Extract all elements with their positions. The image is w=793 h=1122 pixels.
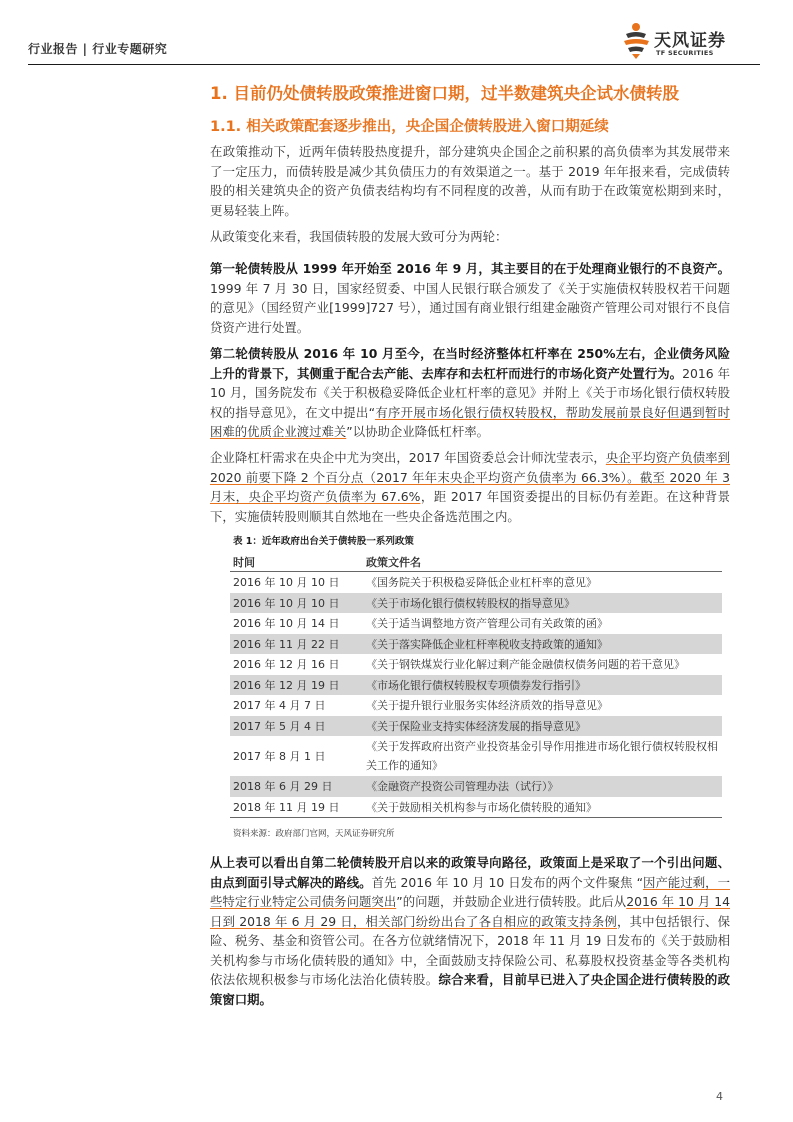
table-row: [230, 736, 722, 776]
deleveraging-a: 企业降杠杆需求在央企中尤为突出，2017 年国资委总会计师沈莹表示，: [210, 450, 606, 465]
first-round-detail: 1999 年 7 月 30 日，国家经贸委、中国人民银行联合颁发了《关于实施债权转股权若干问题的意见》（国经贸产业[1999]727 号），通过国有商业银行组建金融资产管理公司对银行不良信贷资产进行处置。: [210, 280, 730, 335]
row-policy: 《市场化银行债权转股权专项债券发行指引》: [363, 675, 722, 696]
section-heading: 1. 目前仍处债转股政策推进窗口期，过半数建筑央企试水债转股: [210, 84, 679, 103]
conclusion-c: ，其中包括银行、保险、税务、基金和资管公司。在各方位就绪情况下，2018 年 11 月 19 日发布的《关于鼓励相关机构参与市场化债转股的通知》中，全面鼓励支持保险公司、私募股权投资基金等各类机构依法依规积极参与市场化法治化债转股。: [210, 913, 730, 987]
deleveraging-b: ，距 2017 年国资委提出的目标仍有差距。在这种背景下，实施债转股则顺其自然地在一些央企备选范围之内。: [210, 489, 730, 524]
table-row: [230, 675, 722, 696]
table-row: [230, 716, 722, 737]
table-row: [230, 572, 722, 593]
table-row: [230, 613, 722, 634]
second-round-detail-a: 2016 年 10 月，国务院发布《关于积极稳妥降低企业杠杆率的意见》并附上《关于市场化银行债权转股权的指导意见》，在文中提出“: [210, 365, 730, 420]
row-policy: 《关于保险业支持实体经济发展的指导意见》: [363, 716, 722, 737]
row-date: 2018 年 6 月 29 日: [230, 776, 363, 797]
row-date: 2016 年 10 月 10 日: [233, 576, 340, 590]
row-date: 2016 年 10 月 14 日: [233, 617, 340, 631]
row-policy: 《关于市场化银行债权转股权的指导意见》: [363, 593, 722, 614]
row-date: 2016 年 11 月 22 日: [230, 634, 363, 655]
table-row: [230, 776, 722, 797]
table-row: [230, 634, 722, 655]
row-policy: 《关于发挥政府出资产业投资基金引导作用推进市场化银行债权转股权相关工作的通知》: [366, 740, 718, 772]
row-date: 2016 年 10 月 10 日: [230, 593, 363, 614]
table-header-policy: 政策文件名: [363, 552, 722, 572]
row-policy: 《金融资产投资公司管理办法（试行）》: [363, 776, 722, 797]
row-policy: 《关于钢铁煤炭行业化解过剩产能金融债权债务问题的若干意见》: [366, 658, 685, 672]
conclusion-summary: 综合来看，目前早已进入了央企国企进行债转股的政策窗口期。: [210, 972, 731, 1007]
table-row: [230, 797, 722, 818]
row-date: 2016 年 12 月 19 日: [230, 675, 363, 696]
table-title: 表 1：近年政府出台关于债转股一系列政策: [233, 536, 414, 547]
row-date: 2016 年 12 月 16 日: [233, 658, 340, 672]
row-policy: 《关于落实降低企业杠杆率税收支持政策的通知》: [363, 634, 722, 655]
row-date: 2017 年 5 月 4 日: [230, 716, 363, 737]
paragraph-policy-overview: 从政策变化来看，我国债转股的发展大致可分为两轮：: [210, 229, 508, 244]
row-policy: 《国务院关于积极稳妥降低企业杠杆率的意见》: [366, 576, 597, 590]
row-date: 2017 年 8 月 1 日: [233, 749, 326, 763]
row-policy: 《关于提升银行业服务实体经济质效的指导意见》: [366, 699, 608, 713]
paragraph-conclusion: [210, 853, 730, 1009]
paragraph-deleveraging: [210, 448, 730, 526]
table-row: [230, 654, 722, 675]
company-logo: [622, 22, 762, 64]
second-round-lead: 第二轮债转股从 2016 年 10 月至今，在当时经济整体杠杆率在 250%左右，企业债务风险上升的背景下，其侧重于配合去产能、去库存和去杠杆而进行的市场化资产处置行为。: [210, 346, 730, 381]
table-source: 资料来源：政府部门官网，天风证券研究所: [233, 829, 395, 839]
second-round-quote: 有序开展市场化银行债权转股权，帮助发展前景良好但遇到暂时困难的优质企业渡过难关: [210, 404, 730, 439]
table-row: [230, 695, 722, 716]
paragraph-second-round: [210, 344, 730, 442]
row-policy: 《关于适当调整地方资产管理公司有关政策的函》: [366, 617, 608, 631]
policy-table: [230, 552, 722, 818]
conclusion-a: 首先 2016 年 10 月 10 日发布的两个文件聚焦 “: [371, 874, 643, 890]
conclusion-period: 2016 年 10 月 14 日到 2018 年 6 月 29 日，相关部门纷纷出台了各自相应的政策支持条例: [210, 894, 730, 929]
logo-text: 天风证券: [654, 31, 726, 51]
conclusion-quote: 因产能过剩，一些特定行业特定公司债务问题突出: [210, 874, 731, 909]
second-round-detail-b: ”以协助企业降低杠杆率。: [346, 424, 490, 439]
row-date: 2018 年 11 月 19 日: [230, 797, 363, 818]
page-number: 4: [716, 1090, 723, 1103]
conclusion-lead: 从上表可以看出自第二轮债转股开启以来的政策导向路径，政策面上是采取了一个引出问题、由点到面引导式解决的路线。: [210, 855, 730, 890]
row-policy: 《关于鼓励相关机构参与市场化债转股的通知》: [363, 797, 722, 818]
header-divider: [28, 64, 760, 65]
tf-logo-icon: [622, 22, 652, 60]
deleveraging-target: 央企平均资产负债率到 2020 前要下降 2 个百分点（2017 年年末央企平均资产负债率为 66.3%）。截至 2020 年 3 月末，央企平均资产负债率为 67.6%: [210, 450, 730, 504]
first-round-lead: 第一轮债转股从 1999 年开始至 2016 年 9 月，其主要目的在于处理商业银行的不良资产。: [210, 261, 730, 276]
table-header-row: [230, 552, 722, 572]
report-category: 行业报告 | 行业专题研究: [28, 42, 168, 56]
table-row: [230, 593, 722, 614]
subsection-heading: 1.1. 相关政策配套逐步推出，央企国企债转股进入窗口期延续: [210, 119, 609, 135]
conclusion-b: ”的问题，并鼓励企业进行债转股。此后从: [396, 894, 627, 909]
paragraph-first-round: [210, 259, 730, 337]
logo-subtitle: TF SECURITIES: [656, 49, 714, 57]
row-date: 2017 年 4 月 7 日: [233, 699, 326, 713]
table-header-date: 时间: [230, 552, 363, 572]
paragraph-intro: 在政策推动下，近两年债转股热度提升，部分建筑央企国企之前积累的高负债率为其发展带来了一定压力，而债转股是减少其负债压力的有效渠道之一。基于 2019 年年报来看，完成债转股的相关建筑央企的资产负债表结构均有不同程度的改善，从而有助于在政策宽松期到来时，更易轻装上阵。: [210, 144, 730, 218]
